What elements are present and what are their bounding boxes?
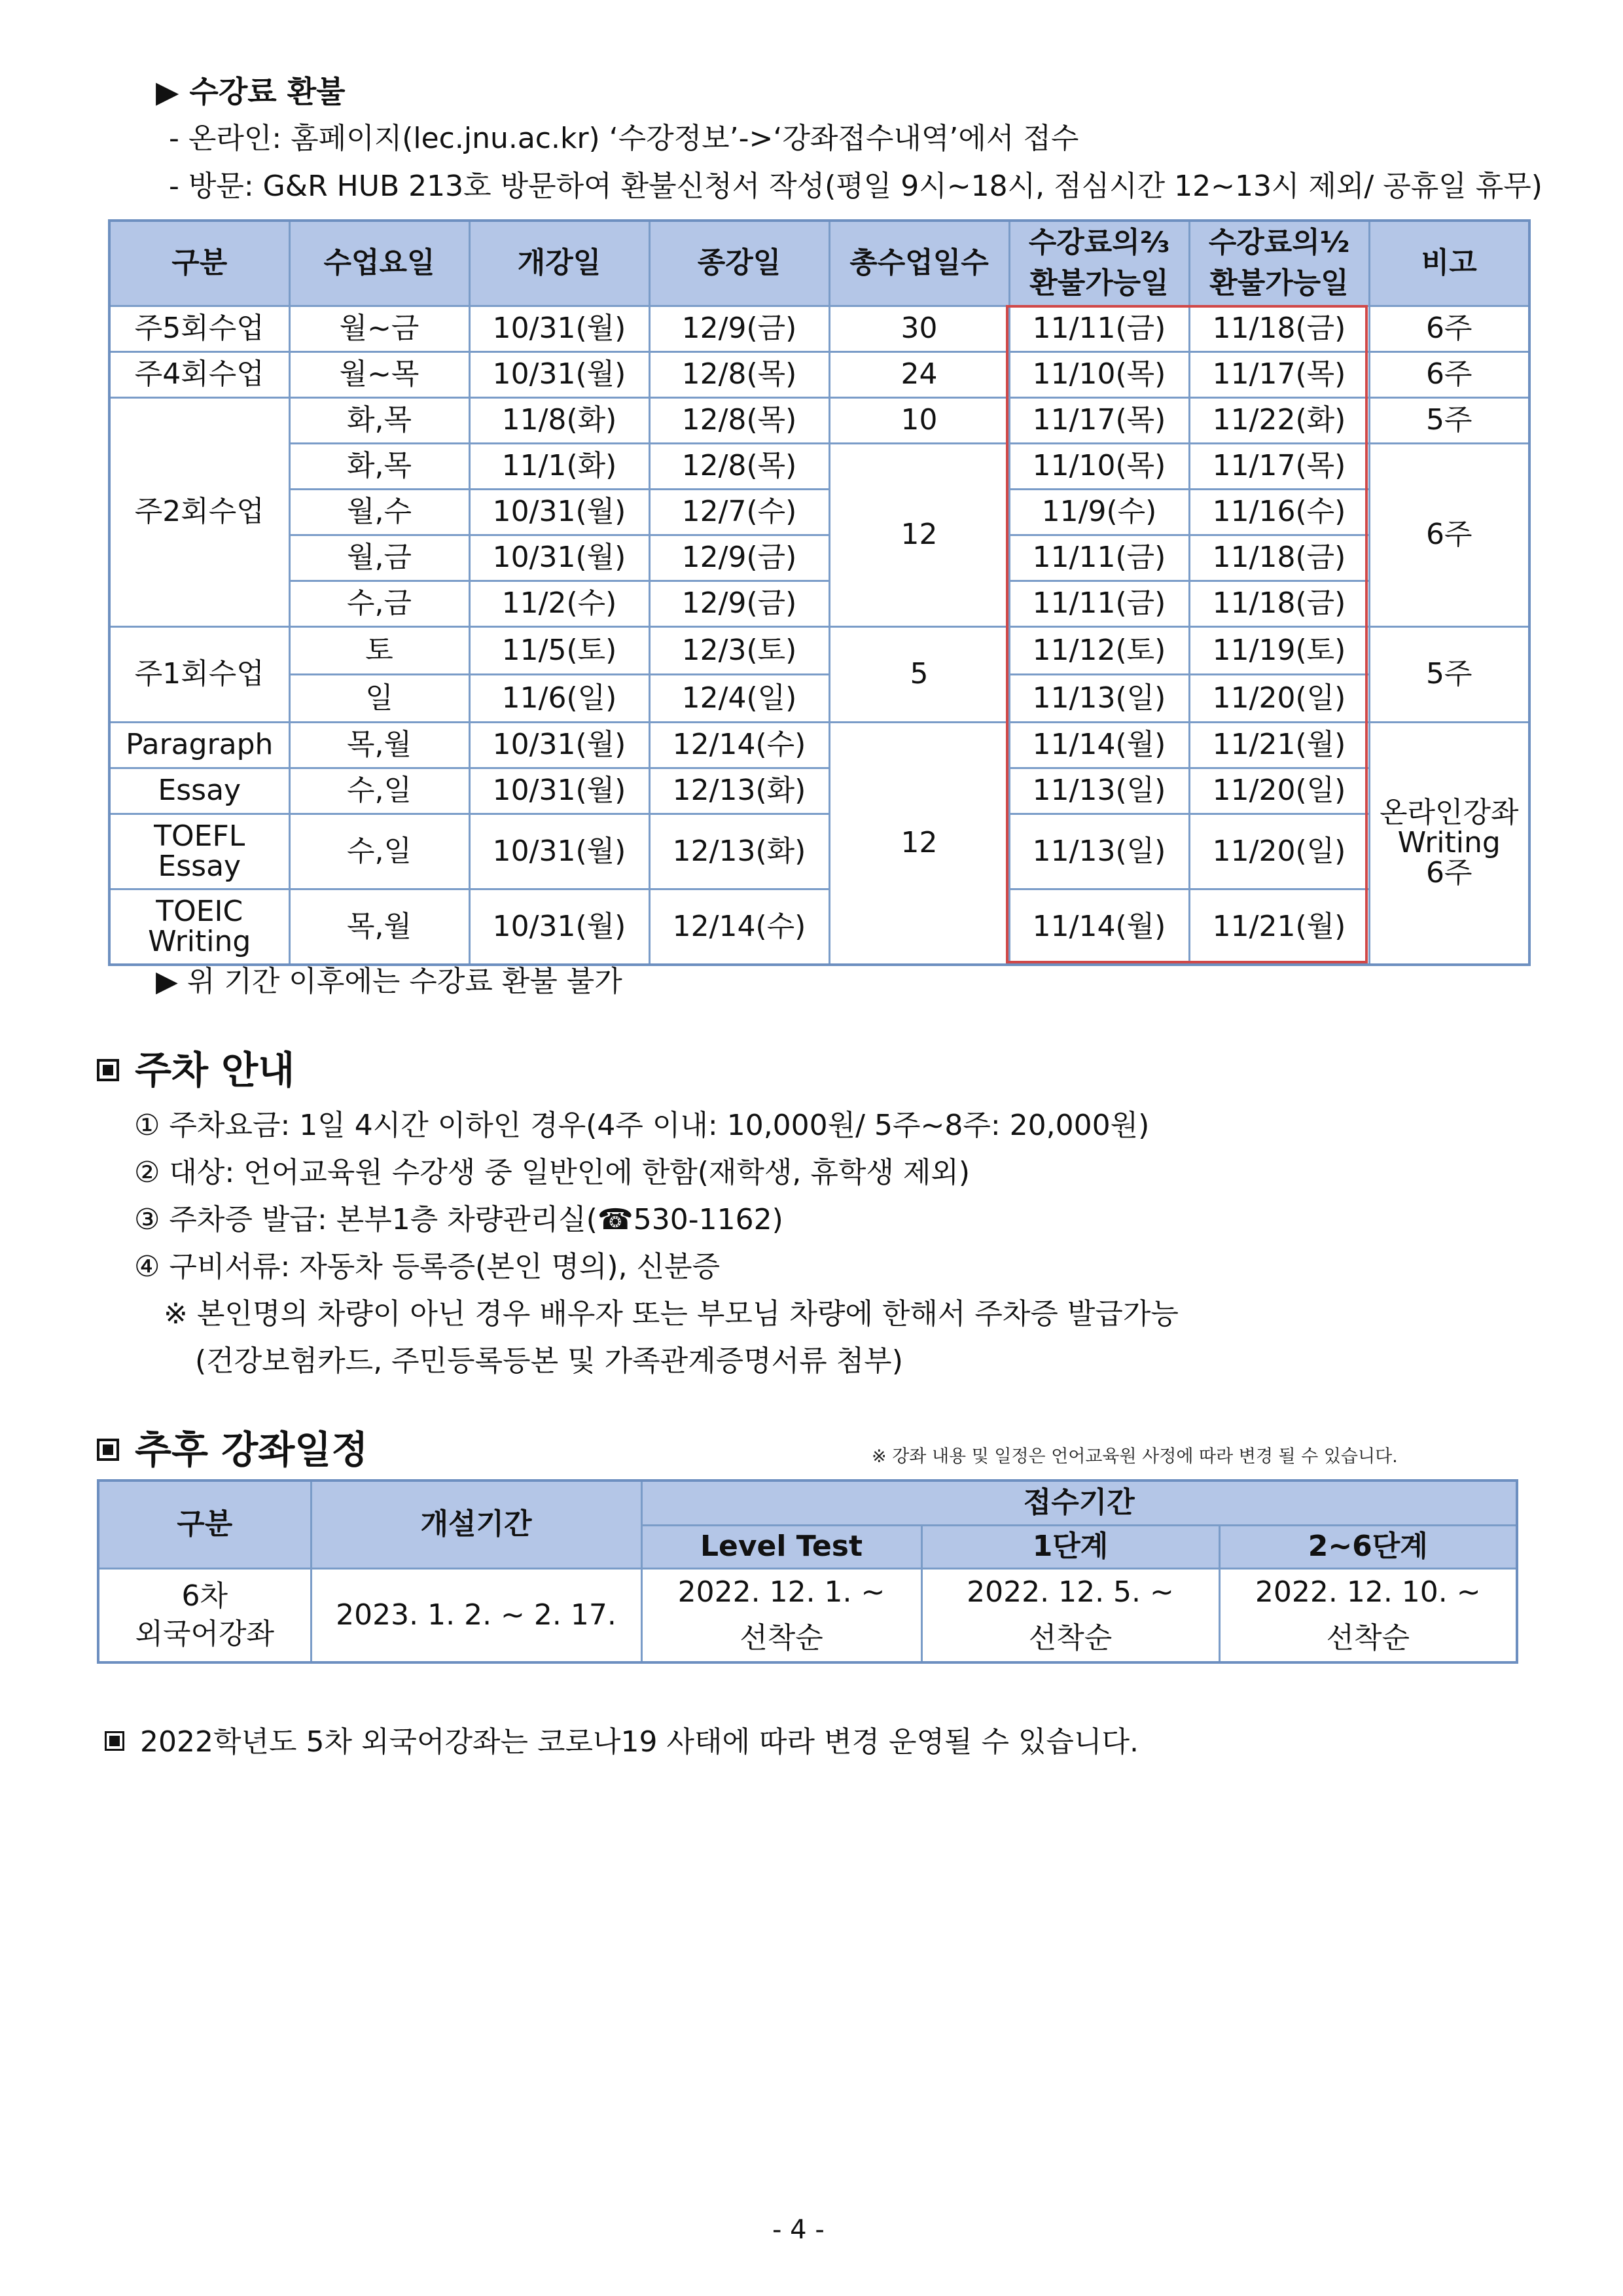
category-cell: 주5회수업 — [109, 306, 289, 351]
end-cell: 12/14(수) — [649, 722, 829, 768]
start-cell: 10/31(월) — [469, 722, 649, 768]
end-cell: 12/4(일) — [649, 674, 829, 722]
parking-item-4: ④ 구비서류: 자동차 등록증(본인 명의), 신분증 — [134, 1250, 721, 1283]
days-cell: 화,목 — [289, 397, 469, 443]
table-row — [109, 443, 1529, 489]
remark-cell: 6주 — [1369, 351, 1529, 397]
category-cell: 주4회수업 — [109, 351, 289, 397]
category-cell: 주2회수업 — [109, 397, 289, 626]
refund-12-cell: 11/21(월) — [1189, 722, 1369, 768]
header-class-days: 수업요일 — [289, 221, 469, 306]
days-cell: 수,일 — [289, 768, 469, 814]
remark-cell: 6주 — [1369, 306, 1529, 351]
total-cell: 12 — [829, 722, 1009, 965]
total-cell: 12 — [829, 443, 1009, 626]
filled-square-icon — [97, 1439, 119, 1461]
end-cell: 12/13(화) — [649, 768, 829, 814]
days-cell: 목,월 — [289, 722, 469, 768]
filled-square-icon — [105, 1731, 124, 1751]
category-cell: TOEIC Writing — [109, 889, 289, 965]
start-cell: 10/31(월) — [469, 535, 649, 581]
days-cell: 수,금 — [289, 581, 469, 626]
parking-item-2: ② 대상: 언어교육원 수강생 중 일반인에 한함(재학생, 휴학생 제외) — [134, 1156, 971, 1189]
header-category: 구분 — [98, 1480, 311, 1568]
table-row — [109, 397, 1529, 443]
refund-23-cell: 11/14(월) — [1009, 889, 1189, 965]
refund-23-cell: 11/11(금) — [1009, 581, 1189, 626]
end-cell: 12/9(금) — [649, 306, 829, 351]
start-cell: 10/31(월) — [469, 768, 649, 814]
schedule-disclaimer: ※ 강좌 내용 및 일정은 언어교육원 사정에 따라 변경 될 수 있습니다. — [872, 1446, 1398, 1467]
total-cell: 24 — [829, 351, 1009, 397]
days-cell: 화,목 — [289, 443, 469, 489]
days-cell: 월,수 — [289, 489, 469, 535]
table-row — [109, 535, 1529, 581]
category-cell: TOEFL Essay — [109, 814, 289, 889]
refund-23-cell: 11/9(수) — [1009, 489, 1189, 535]
remark-cell: 6주 — [1369, 443, 1529, 626]
refund-12-cell: 11/20(일) — [1189, 674, 1369, 722]
refund-12-cell: 11/21(월) — [1189, 889, 1369, 965]
end-cell: 12/3(토) — [649, 626, 829, 674]
parking-item-1: ① 주차요금: 1일 4시간 이하인 경우(4주 이내: 10,000원/ 5주~8주: 20,000원) — [134, 1109, 1150, 1142]
header-registration-period: 접수기간 — [641, 1480, 1517, 1525]
header-step-2-6: 2~6단계 — [1219, 1525, 1517, 1568]
end-cell: 12/8(목) — [649, 351, 829, 397]
level-test-cell: 2022. 12. 1. ~ 선착순 — [641, 1568, 921, 1662]
end-cell: 12/13(화) — [649, 814, 829, 889]
refund-23-cell: 11/13(일) — [1009, 768, 1189, 814]
refund-12-cell: 11/17(목) — [1189, 443, 1369, 489]
parking-note-2: (건강보험카드, 주민등록등본 및 가족관계증명서류 첨부) — [195, 1344, 903, 1378]
refund-23-cell: 11/17(목) — [1009, 397, 1189, 443]
step-1-cell: 2022. 12. 5. ~ 선착순 — [921, 1568, 1219, 1662]
end-cell: 12/7(수) — [649, 489, 829, 535]
days-cell: 월~금 — [289, 306, 469, 351]
header-step-1: 1단계 — [921, 1525, 1219, 1568]
days-cell: 수,일 — [289, 814, 469, 889]
header-refund-half: 수강료의½ 환불가능일 — [1189, 221, 1369, 306]
refund-12-cell: 11/20(일) — [1189, 814, 1369, 889]
total-cell: 30 — [829, 306, 1009, 351]
table-row — [109, 489, 1529, 535]
schedule-header-row — [98, 1480, 1517, 1525]
table-row — [109, 722, 1529, 768]
refund-online-method: - 온라인: 홈페이지(lec.jnu.ac.kr) ‘수강정보’->‘강좌접수내역’에서 접수 — [169, 122, 1079, 155]
days-cell: 토 — [289, 626, 469, 674]
start-cell: 10/31(월) — [469, 351, 649, 397]
start-cell: 11/8(화) — [469, 397, 649, 443]
refund-header-row — [109, 221, 1529, 306]
refund-12-cell: 11/16(수) — [1189, 489, 1369, 535]
category-cell: 주1회수업 — [109, 626, 289, 722]
table-row — [109, 306, 1529, 351]
table-row — [109, 889, 1529, 965]
step-2-6-cell: 2022. 12. 10. ~ 선착순 — [1219, 1568, 1517, 1662]
days-cell: 월~목 — [289, 351, 469, 397]
days-cell: 목,월 — [289, 889, 469, 965]
table-row — [109, 626, 1529, 674]
refund-12-cell: 11/17(목) — [1189, 351, 1369, 397]
start-cell: 11/1(화) — [469, 443, 649, 489]
header-level-test: Level Test — [641, 1525, 921, 1568]
refund-title: ▶ 수강료 환불 — [156, 74, 346, 109]
table-row — [109, 768, 1529, 814]
refund-23-cell: 11/10(목) — [1009, 351, 1189, 397]
header-category: 구분 — [109, 221, 289, 306]
refund-23-cell: 11/11(금) — [1009, 535, 1189, 581]
table-row — [109, 814, 1529, 889]
total-cell: 10 — [829, 397, 1009, 443]
total-cell: 5 — [829, 626, 1009, 722]
refund-23-cell: 11/14(월) — [1009, 722, 1189, 768]
days-cell: 월,금 — [289, 535, 469, 581]
end-cell: 12/8(목) — [649, 443, 829, 489]
refund-23-cell: 11/10(목) — [1009, 443, 1189, 489]
table-row — [109, 581, 1529, 626]
refund-12-cell: 11/18(금) — [1189, 581, 1369, 626]
start-cell: 11/5(토) — [469, 626, 649, 674]
start-cell: 11/2(수) — [469, 581, 649, 626]
category-cell: Essay — [109, 768, 289, 814]
refund-23-cell: 11/12(토) — [1009, 626, 1189, 674]
refund-visit-method: - 방문: G&R HUB 213호 방문하여 환불신청서 작성(평일 9시~18시, 점심시간 12~13시 제외/ 공휴일 휴무) — [169, 170, 1543, 203]
parking-note-1: ※ 본인명의 차량이 아닌 경우 배우자 또는 부모님 차량에 한해서 주차증 발급가능 — [164, 1297, 1179, 1331]
remark-cell: 5주 — [1369, 397, 1529, 443]
covid-notice: 2022학년도 5차 외국어강좌는 코로나19 사태에 따라 변경 운영될 수 있습니다. — [105, 1723, 1139, 1762]
schedule-section-title: 추후 강좌일정 — [97, 1427, 368, 1473]
refund-table — [108, 219, 1531, 966]
category-cell: 6차 외국어강좌 — [98, 1568, 311, 1662]
header-end-date: 종강일 — [649, 221, 829, 306]
refund-12-cell: 11/18(금) — [1189, 535, 1369, 581]
header-open-period: 개설기간 — [311, 1480, 641, 1568]
table-row — [98, 1568, 1517, 1662]
table-row — [109, 674, 1529, 722]
start-cell: 11/6(일) — [469, 674, 649, 722]
start-cell: 10/31(월) — [469, 889, 649, 965]
end-cell: 12/9(금) — [649, 581, 829, 626]
table-row — [109, 351, 1529, 397]
refund-12-cell: 11/22(화) — [1189, 397, 1369, 443]
page-number: - 4 - — [772, 2215, 825, 2245]
open-period-cell: 2023. 1. 2. ~ 2. 17. — [311, 1568, 641, 1662]
header-start-date: 개강일 — [469, 221, 649, 306]
refund-23-cell: 11/11(금) — [1009, 306, 1189, 351]
header-remarks: 비고 — [1369, 221, 1529, 306]
days-cell: 일 — [289, 674, 469, 722]
remark-cell: 5주 — [1369, 626, 1529, 722]
end-cell: 12/9(금) — [649, 535, 829, 581]
start-cell: 10/31(월) — [469, 306, 649, 351]
category-cell: Paragraph — [109, 722, 289, 768]
refund-after-note: ▶ 위 기간 이후에는 수강료 환불 불가 — [156, 965, 622, 998]
refund-12-cell: 11/19(토) — [1189, 626, 1369, 674]
schedule-table — [97, 1479, 1518, 1664]
refund-23-cell: 11/13(일) — [1009, 814, 1189, 889]
refund-23-cell: 11/13(일) — [1009, 674, 1189, 722]
refund-12-cell: 11/18(금) — [1189, 306, 1369, 351]
header-total-days: 총수업일수 — [829, 221, 1009, 306]
end-cell: 12/14(수) — [649, 889, 829, 965]
parking-section-title: 주차 안내 — [97, 1047, 294, 1093]
filled-square-icon — [97, 1059, 119, 1081]
parking-item-3: ③ 주차증 발급: 본부1층 차량관리실(☎530-1162) — [134, 1203, 783, 1236]
start-cell: 10/31(월) — [469, 489, 649, 535]
remark-cell: 온라인강좌 Writing 6주 — [1369, 722, 1529, 965]
end-cell: 12/8(목) — [649, 397, 829, 443]
refund-12-cell: 11/20(일) — [1189, 768, 1369, 814]
header-refund-two-thirds: 수강료의⅔ 환불가능일 — [1009, 221, 1189, 306]
start-cell: 10/31(월) — [469, 814, 649, 889]
